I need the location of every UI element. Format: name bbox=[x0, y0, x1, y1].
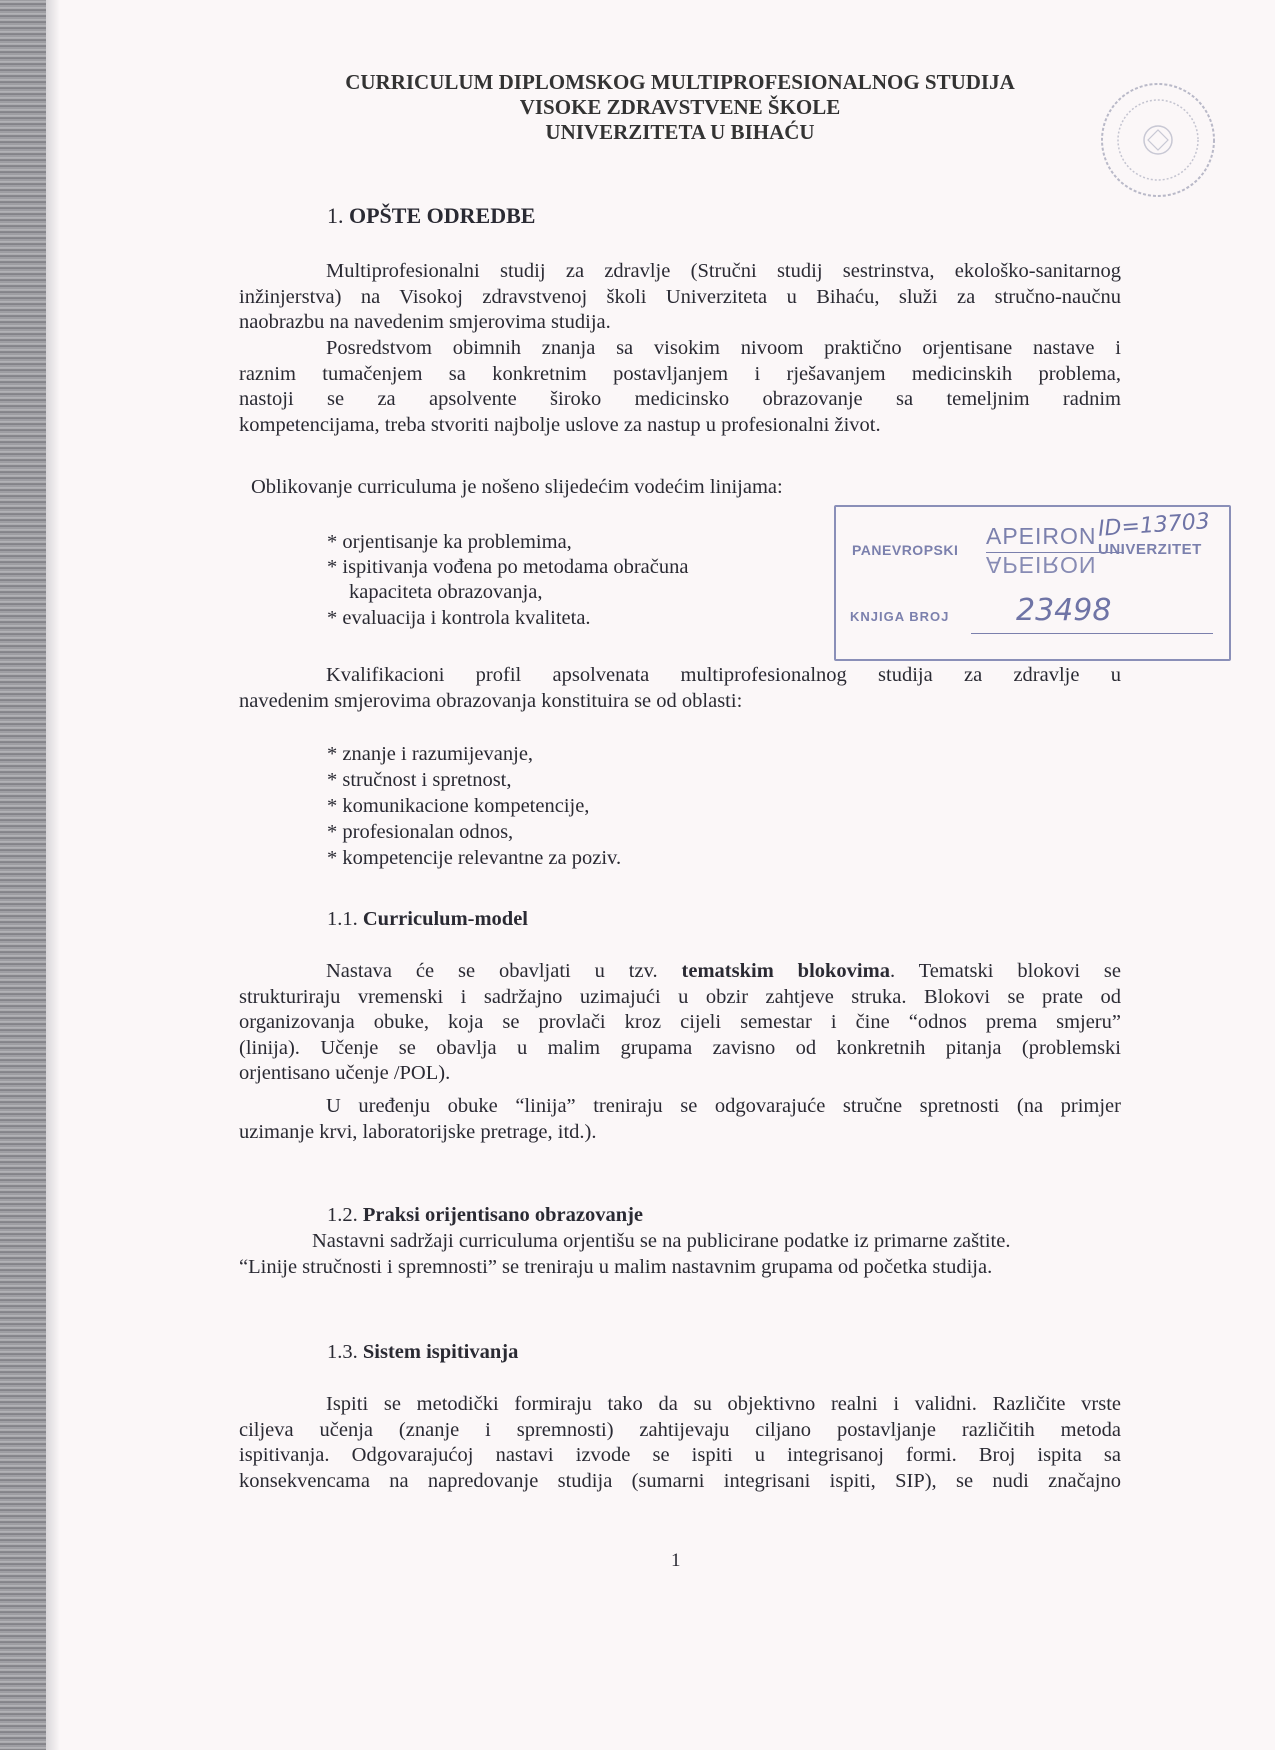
stamp-knjiga-broj: KNJIGA BROJ bbox=[850, 609, 950, 624]
paragraph-8-line: ispitivanja. Odgovarajućoj nastavi izvode se ispiti u integrisanoj formi. Broj ispita sa bbox=[239, 1444, 1121, 1466]
section-1-3-number: 1.3. bbox=[327, 1341, 358, 1363]
list-item: * kompetencije relevantne za poziv. bbox=[327, 847, 622, 869]
paragraph-7-line: Nastavni sadržaji curriculuma orjentišu se na publicirane podatke iz primarne zaštite. bbox=[312, 1230, 1011, 1252]
paragraph-2-line: nastoji se za apsolvente široko medicinsko obrazovanje sa temeljnim radnim bbox=[239, 388, 1121, 410]
stamp-panevropski: PANEVROPSKI bbox=[852, 542, 959, 558]
section-1-3-title: Sistem ispitivanja bbox=[362, 1341, 519, 1363]
paragraph-8 bbox=[239, 1392, 1121, 1494]
section-1-3-heading bbox=[327, 1339, 518, 1365]
header-line-1: CURRICULUM DIPLOMSKOG MULTIPROFESIONALNOG STUDIJA bbox=[345, 70, 1015, 94]
paragraph-1-line: naobrazbu na navedenim smjerovima studija. bbox=[239, 311, 611, 333]
section-1-2-heading bbox=[327, 1202, 643, 1228]
paragraph-2-line: kompetencijama, treba stvoriti najbolje uslove za nastup u profesionalni život. bbox=[239, 413, 881, 436]
page-number: 1 bbox=[671, 1550, 681, 1571]
header-line-2: VISOKE ZDRAVSTVENE ŠKOLE bbox=[519, 95, 841, 119]
paragraph-5 bbox=[239, 959, 1121, 1087]
paragraph-2 bbox=[239, 336, 1121, 438]
paragraph-1-line: inžinjerstva) na Visokoj zdravstvenoj školi Univerziteta u Bihaću, služi za stručno-naučnu bbox=[239, 285, 1121, 308]
paragraph-5-first-line bbox=[239, 959, 1121, 985]
stamp-univerzitet: UNIVERZITET bbox=[1098, 541, 1202, 558]
paragraph-4-line: navedenim smjerovima obrazovanja konstituira se od oblasti: bbox=[239, 689, 743, 712]
paragraph-5-line: orjentisano učenje /POL). bbox=[239, 1062, 451, 1084]
paragraph-5-line: (linija). Učenje se obavlja u malim grupama zavisno od konkretnih pitanja (problemski bbox=[239, 1036, 1121, 1059]
section-1-1-heading bbox=[327, 906, 528, 932]
section-1-1-title: Curriculum-model bbox=[362, 908, 528, 930]
list-item: * stručnost i spretnost, bbox=[327, 769, 512, 791]
paragraph-4-line: Kvalifikacioni profil apsolvenata multiprofesionalnog studija za zdravlje u bbox=[326, 664, 1121, 686]
paragraph-7-line: “Linije stručnosti i spremnosti” se treniraju u malim nastavnim grupama od početka studija. bbox=[239, 1256, 993, 1278]
list-item: * komunikacione kompetencije, bbox=[327, 795, 590, 817]
stamp-book-number: 23498 bbox=[1016, 593, 1112, 628]
paragraph-6-line: uzimanje krvi, laboratorijske pretrage, itd.). bbox=[239, 1120, 597, 1143]
list-item: * znanje i razumijevanje, bbox=[327, 743, 534, 765]
section-1-title: OPŠTE ODREDBE bbox=[349, 203, 536, 228]
paragraph-5-emphasis: tematskim blokovima bbox=[681, 960, 890, 982]
official-seal-icon bbox=[1096, 78, 1220, 202]
paragraph-8-line: ciljeva učenja (znanje i spremnosti) zahtijevaju ciljano postavljanje različitih metoda bbox=[239, 1418, 1121, 1441]
paragraph-2-line: raznim tumačenjem sa konkretnim postavljanjem i rješavanjem medicinskih problema, bbox=[239, 362, 1121, 385]
paragraph-1 bbox=[239, 259, 1121, 336]
library-stamp bbox=[834, 505, 1231, 661]
list-item: kapaciteta obrazovanja, bbox=[349, 581, 543, 603]
scan-edge-shade bbox=[46, 0, 60, 1750]
stamp-apeiron-mirror: APEIRON bbox=[986, 552, 1097, 578]
stamp-apeiron: APEIRON bbox=[986, 523, 1097, 549]
paragraph-6 bbox=[239, 1094, 1121, 1145]
list-item: * evaluacija i kontrola kvaliteta. bbox=[327, 607, 591, 629]
scan-edge bbox=[0, 0, 46, 1750]
section-1-number: 1. bbox=[327, 203, 344, 228]
paragraph-8-line: konsekvencama na napredovanje studija (sumarni integrisani ispiti, SIP), se nudi značajno bbox=[239, 1469, 1121, 1492]
paragraph-6-line: U uređenju obuke “linija” treniraju se odgovarajuće stručne spretnosti (na primjer bbox=[326, 1095, 1121, 1117]
list-item: * profesionalan odnos, bbox=[327, 821, 514, 843]
paragraph-4 bbox=[239, 663, 1121, 714]
paragraph-5-text: Nastava će se obavljati u tzv. bbox=[326, 960, 658, 982]
section-1-heading bbox=[327, 203, 535, 229]
section-1-1-number: 1.1. bbox=[327, 908, 358, 930]
paragraph-5-line: strukturiraju vremenski i sadržajno uzimajući u obzir zahtjeve struka. Blokovi se prate od bbox=[239, 985, 1121, 1008]
paragraph-8-line: Ispiti se metodički formiraju tako da su objektivno realni i validni. Različite vrste bbox=[326, 1393, 1121, 1415]
paragraph-5-line: organizovanja obuke, koja se provlači kroz cijeli semestar i čine “odnos prema smjeru” bbox=[239, 1011, 1121, 1033]
document-header bbox=[300, 70, 1060, 145]
guiding-lines-intro: Oblikovanje curriculuma je nošeno slijedećim vodećim linijama: bbox=[251, 476, 783, 498]
section-1-2-number: 1.2. bbox=[327, 1204, 358, 1226]
header-line-3: UNIVERZITETA U BIHAĆU bbox=[545, 120, 815, 144]
paragraph-5-text: . Tematski blokovi se bbox=[889, 960, 1121, 982]
section-1-2-title: Praksi orijentisano obrazovanje bbox=[362, 1204, 644, 1226]
paragraph-2-line: Posredstvom obimnih znanja sa visokim nivoom praktično orjentisane nastave i bbox=[326, 337, 1121, 359]
stamp-underline bbox=[971, 633, 1213, 634]
paragraph-1-line: Multiprofesionalni studij za zdravlje (Stručni studij sestrinstva, ekološko-sanitarnog bbox=[326, 260, 1121, 282]
stamp-id: ID=13703 bbox=[1097, 509, 1211, 542]
list-item: * orjentisanje ka problemima, bbox=[327, 531, 572, 553]
list-item: * ispitivanja vođena po metodama obračuna bbox=[327, 556, 689, 578]
